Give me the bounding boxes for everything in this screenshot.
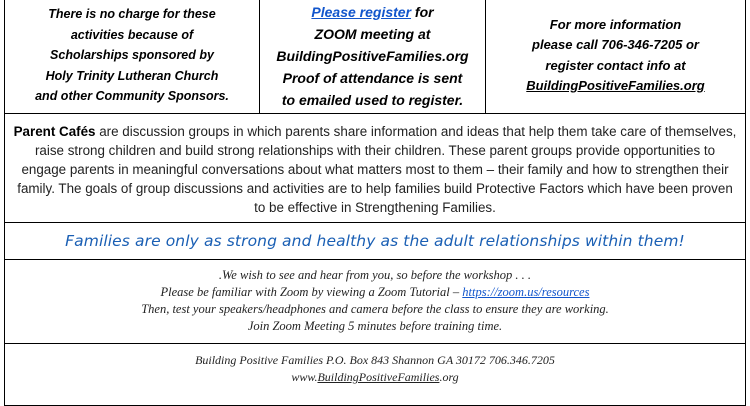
tagline: Families are only as strong and healthy as the adult relationships within them! — [65, 232, 685, 250]
scholarship-line: activities because of — [70, 27, 194, 42]
scholarship-line: and other Community Sponsors. — [35, 89, 229, 104]
contact-line: please call 706-346-7205 or — [532, 37, 699, 52]
zoom-instructions — [4, 260, 746, 344]
footer-address: Building Positive Families P.O. Box 843 Shannon GA 30172 706.346.7205 — [195, 353, 555, 367]
registration-line: BuildingPositiveFamilies.org — [276, 47, 469, 64]
footer-website-suffix: .org — [439, 370, 459, 384]
contact-line: For more information — [549, 16, 682, 32]
footer-website-link[interactable]: BuildingPositiveFamilies — [317, 370, 440, 384]
registration-line: Proof of attendance is sent — [282, 69, 463, 86]
zoom-line: Join Zoom Meeting 5 minutes before training time. — [247, 319, 503, 333]
footer-website — [5, 369, 745, 386]
footer — [4, 344, 746, 406]
description-text — [11, 122, 739, 217]
register-link[interactable]: Please register — [311, 3, 412, 20]
register-line — [311, 1, 433, 23]
scholarship-line: Scholarships sponsored by — [50, 48, 214, 63]
zoom-line: Then, test your speakers/headphones and camera before the class to ensure they are working. — [141, 302, 609, 316]
zoom-line-text: Please be familiar with Zoom by viewing a Zoom Tutorial – — [160, 285, 463, 299]
description-lead: Parent Cafés — [13, 124, 96, 139]
tagline-banner — [4, 223, 746, 260]
footer-website-prefix: www. — [291, 370, 318, 384]
contact-note — [486, 0, 746, 114]
scholarship-line: There is no charge for these — [48, 7, 216, 22]
registration-line: ZOOM meeting at — [314, 25, 431, 42]
zoom-line: .We wish to see and hear from you, so before the workshop . . . — [218, 268, 532, 282]
zoom-tutorial-link[interactable]: https://zoom.us/resources — [462, 285, 590, 299]
registration-line: to emailed used to register. — [281, 91, 464, 108]
zoom-text — [5, 267, 745, 335]
register-line-rest: for — [411, 3, 434, 20]
scholarship-line: Holy Trinity Lutheran Church — [45, 68, 219, 83]
contact-line: register contact info at — [545, 57, 686, 73]
description-body: are discussion groups in which parents share information and ideas that help them take care of themselves, raise strong children and build strong relationships with their children. These parent groups provide opportunities to engage parents in meaningful conversations about what matters most to them – their family and how to strengthen their family. The goals of group discussions and activities are to help families build Protective Factors which have been proven to be effective in Strengthening Families. — [17, 124, 737, 215]
parent-cafes-description — [4, 114, 746, 223]
website-link[interactable]: BuildingPositiveFamilies.org — [526, 78, 705, 93]
info-row — [4, 0, 746, 114]
registration-note — [260, 0, 486, 114]
zoom-line — [5, 284, 745, 301]
scholarship-note — [4, 0, 260, 114]
footer-text — [5, 352, 745, 386]
